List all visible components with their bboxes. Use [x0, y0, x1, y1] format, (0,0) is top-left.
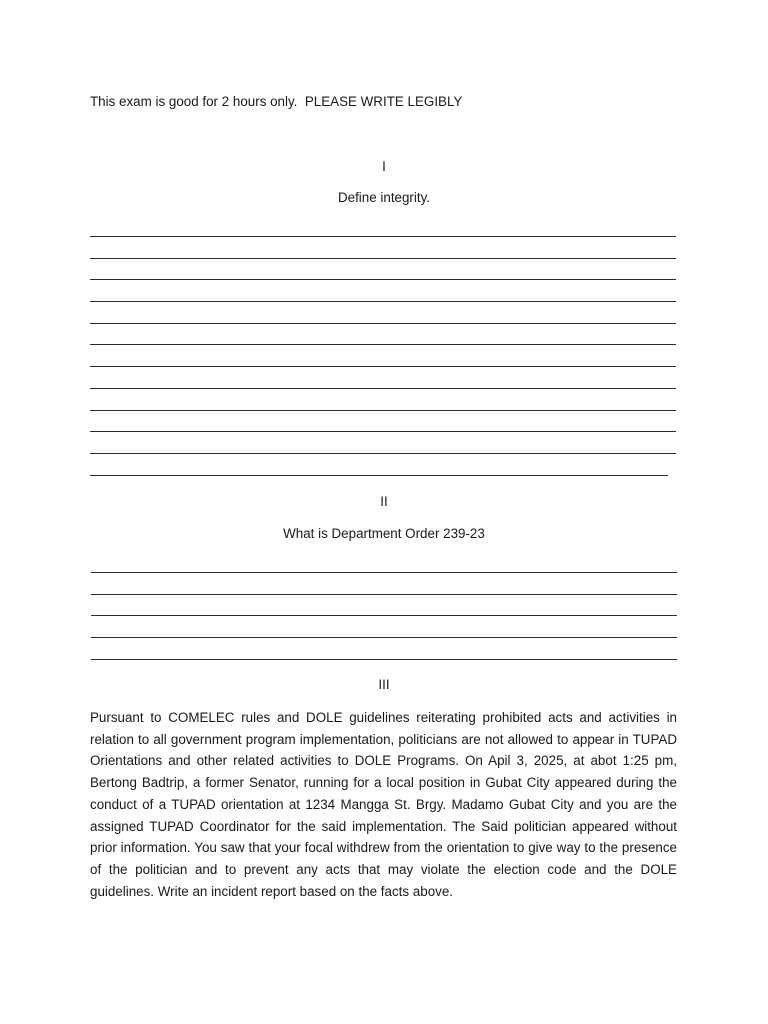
section-1-answer-lines — [90, 236, 676, 496]
section-1-number: I — [382, 159, 386, 174]
exam-instructions: This exam is good for 2 hours only. PLEASE WRITE LEGIBLY — [90, 94, 463, 109]
section-1-question: Define integrity. — [337, 190, 431, 205]
answer-line — [91, 615, 677, 616]
answer-line — [90, 453, 676, 454]
section-3-number: III — [378, 677, 390, 692]
answer-line — [90, 301, 676, 302]
answer-line — [91, 572, 677, 573]
answer-line — [90, 236, 676, 237]
answer-line — [90, 431, 676, 432]
section-3-scenario-paragraph: Pursuant to COMELEC rules and DOLE guidelines reiterating prohibited acts and activities in relation to all government program implementation, politicians are not allowed to appear in TUPAD Orientations and other related activities to DOLE Programs. On Apil 3, 2025, at abot 1:25 pm, Bertong Badtrip, a former Senator, running for a local position in Gubat City appeared during the conduct of a TUPAD orientation at 1234 Mangga St. Brgy. Madamo Gubat City and you are the assigned TUPAD Coordinator for the said implementation. The Said politician appeared without prior information. You saw that your focal withdrew from the orientation to give way to the presence of the politician and to prevent any acts that may violate the election code and the DOLE guidelines. Write an incident report based on the facts above. — [90, 710, 677, 899]
answer-line — [90, 388, 676, 389]
answer-line — [90, 410, 676, 411]
answer-line — [91, 594, 677, 595]
answer-line — [90, 258, 676, 259]
answer-line — [90, 475, 668, 476]
answer-line — [90, 344, 676, 345]
answer-line — [91, 637, 677, 638]
answer-line — [90, 279, 676, 280]
section-2-question: What is Department Order 239-23 — [283, 526, 485, 541]
answer-line — [90, 366, 676, 367]
answer-line — [90, 323, 676, 324]
section-2-number: II — [380, 494, 388, 509]
section-2-answer-lines — [91, 572, 677, 680]
answer-line — [91, 659, 677, 660]
